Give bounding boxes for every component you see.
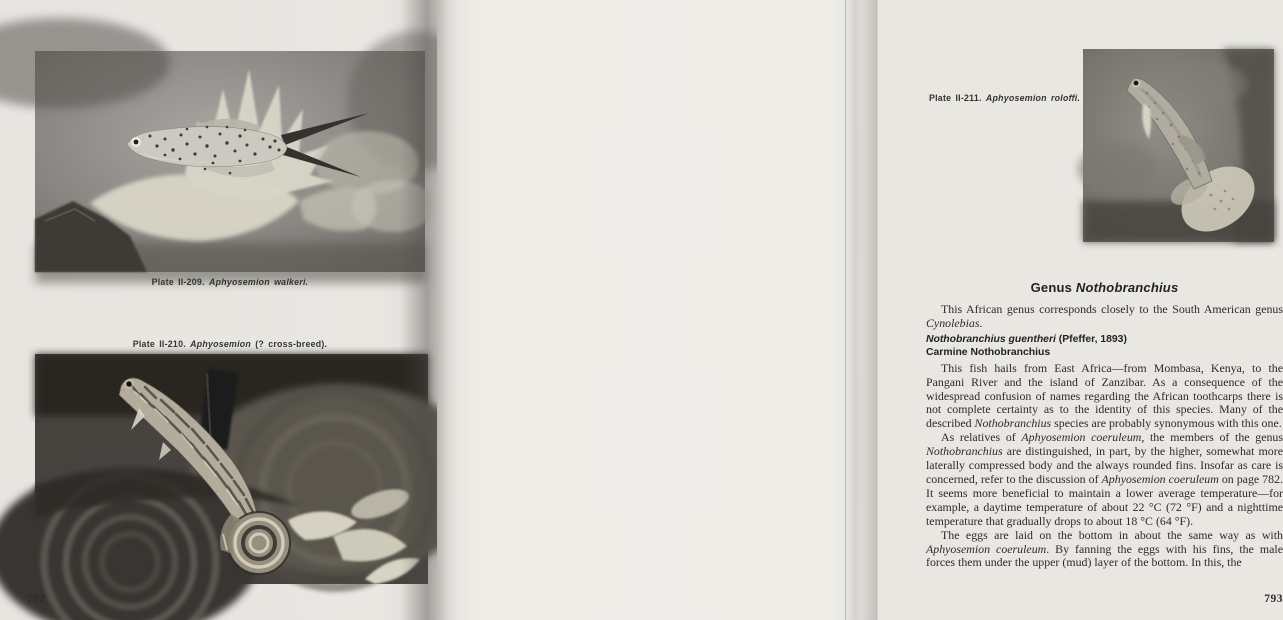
right-page [437,0,1283,620]
plate-210-illustration [35,354,428,584]
left-page [0,0,437,620]
species-heading-name: Nothobranchius guentheri [926,333,1056,345]
plate-211-photo [1083,49,1274,242]
text-segment: This African genus corresponds closely to the South American genus [941,301,1283,316]
plate-209-illustration [35,51,425,272]
paragraph-3 [926,529,1283,571]
text-segment: species are probably synonymous with this one. [1051,416,1282,431]
text-segment: Aphyosemion coeruleum [1021,430,1142,445]
genus-heading-prefix: Genus [1030,280,1073,295]
paragraph-1 [926,362,1283,432]
genus-heading [926,281,1283,296]
species-heading [926,334,1283,347]
text-segment: As relatives of [941,430,1022,445]
text-segment: on page 782. It seems more beneficial to maintain a lower average temperature—for example, a daytime temperature of about 22 °C (72 °F) and a nighttime temperature that gradually drops to about 18 °C (64 °F). [926,472,1283,528]
text-segment: Nothobranchius [974,416,1052,431]
plate-211-caption-species: Aphyosemion roloffi. [985,93,1081,103]
genus-heading-name: Nothobranchius [1075,280,1179,295]
common-name-heading: Carmine Nothobranchius [926,347,1051,359]
text-segment: , the members of the genus [1141,430,1283,445]
plate-209-photo [35,51,425,272]
intro-paragraph [926,303,1283,331]
text-segment: Aphyosemion coeruleum [926,541,1047,556]
plate-210-caption-label: Plate II-210. [132,339,186,349]
species-heading-author: (Pfeffer, 1893) [1055,333,1127,345]
plate-211-caption-label: Plate II-211. [929,93,982,103]
plate-210-photo [35,354,428,584]
plate-211-illustration [1083,49,1274,242]
text-segment: The eggs are laid on the bottom in about the same way as with [941,527,1283,542]
page-number-left: 792 [27,593,46,605]
text-segment: Nothobranchius [926,444,1003,459]
plate-209-caption-label: Plate II-209. [151,277,205,287]
text-column [926,281,1283,570]
text-segment: This fish hails from East Africa—from Mombasa, Kenya, to the Pangani River and the island of Zanzibar. As a consequence of the widespread confusion of names regarding the African toothcarps there is not complete certainty as to the identity of this species. Many of the described [926,360,1283,431]
plate-210-caption-species: Aphyosemion [190,339,252,349]
paragraph-2 [926,431,1283,528]
text-segment: are distinguished, in part, by the higher, somewhat more laterally compressed body and the always rounded fins. Insofar as care is concerned, refer to the discussion of [926,444,1283,486]
text-segment: Cynolebias [926,315,980,330]
page-number-right: 793 [1264,593,1283,605]
text-segment: . [979,315,983,330]
plate-210-caption [35,339,425,350]
plate-209-caption [35,277,425,288]
text-segment: Aphyosemion coeruleum [1101,472,1219,486]
plate-209-caption-species: Aphyosemion walkeri. [208,277,309,287]
plate-210-caption-rest: (? cross-breed). [251,339,328,349]
text-segment: . By fanning the eggs with his fins, the male forces them under the upper (mud) layer of the bottom. In this, the [926,541,1283,570]
